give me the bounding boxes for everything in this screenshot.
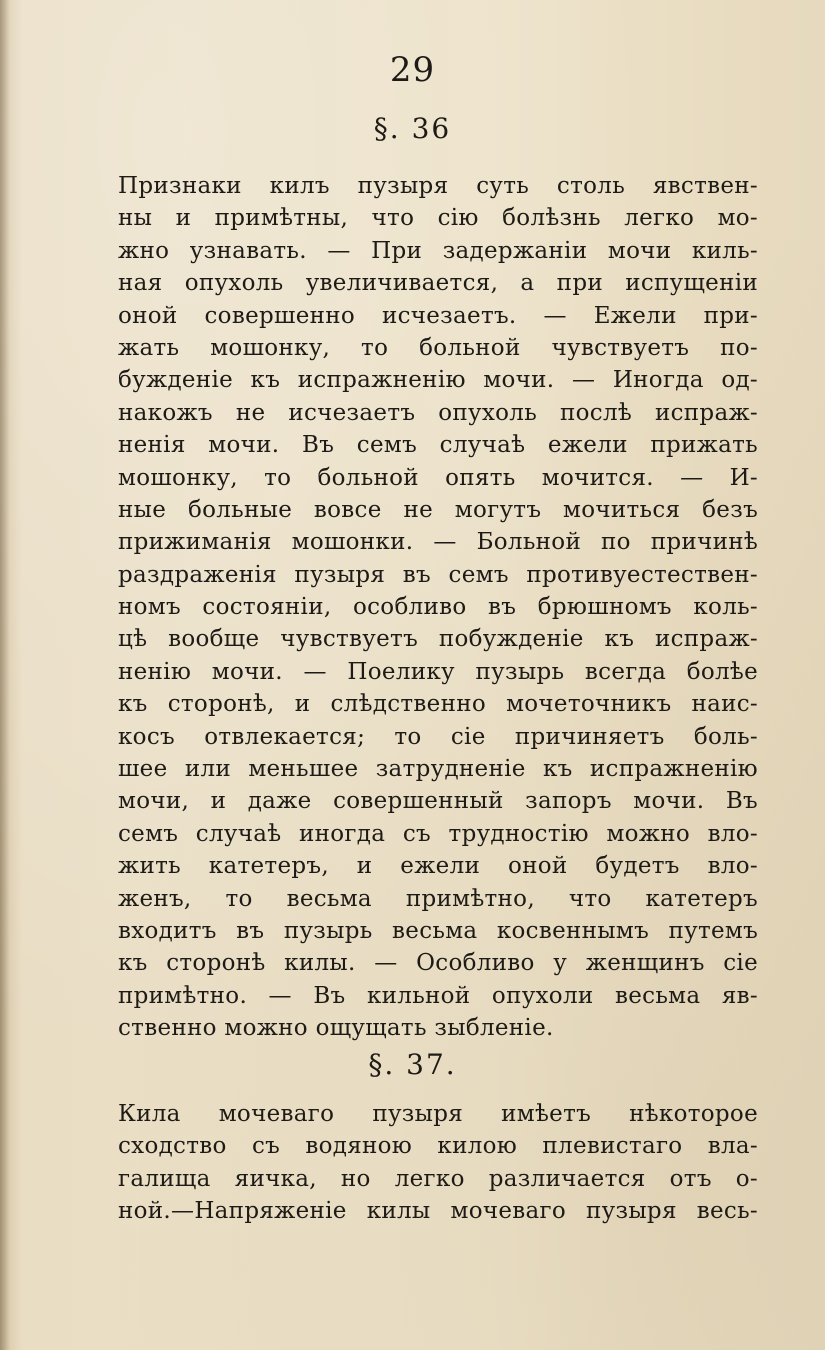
text-line: Кила мочеваго пузыря имѣетъ нѣкоторое [118,1101,758,1127]
text-line: ной.—Напряженіе килы мочеваго пузыря весь- [118,1198,758,1225]
text-line: ненію мочи. — Поелику пузырь всегда болѣе [118,658,758,685]
page-binding-shadow [0,0,10,1350]
section-heading-36: §. 36 [373,112,452,145]
text-line: ны и примѣтны, что сію болѣзнь легко мо- [118,205,758,232]
section-heading-37: §. 37. [368,1048,457,1081]
text-line: косъ отвлекается; то сіе причиняетъ боль- [118,723,758,750]
text-line: раздраженія пузыря въ семъ противуестествен- [118,561,758,588]
text-line: бужденіе къ испражненію мочи. — Иногда од- [118,367,758,394]
text-line: жить катетеръ, и ежели оной будетъ вло- [118,853,758,880]
section-37-text [118,1098,758,1228]
text-line: ные больные вовсе не могутъ мочиться безъ [118,496,758,523]
text-line: сходство съ водяною килою плевистаго вла- [118,1133,758,1160]
text-line: къ сторонѣ, и слѣдственно мочеточникъ наис- [118,691,758,718]
text-line: ная опухоль увеличивается, а при испущеніи [118,270,758,297]
section-36-text [118,170,758,1045]
page-number: 29 [389,50,436,90]
text-line: жать мошонку, то больной чувствуетъ по- [118,334,758,361]
text-line: къ сторонѣ килы. — Особливо у женщинъ сіе [118,950,758,977]
text-line: мочи, и даже совершенный запоръ мочи. Въ [118,788,758,815]
text-line: примѣтно. — Въ кильной опухоли весьма яв- [118,982,758,1009]
text-line: семъ случаѣ иногда съ трудностію можно вло- [118,820,758,847]
text-line: Признаки килъ пузыря суть столь явствен- [118,173,758,199]
text-line: мошонку, то больной опять мочится. — И- [118,464,758,491]
text-line: галища яичка, но легко различается отъ о- [118,1165,758,1192]
text-line: накожъ не исчезаетъ опухоль послѣ испраж- [118,399,758,426]
text-line: прижиманія мошонки. — Больной по причинѣ [118,529,758,556]
text-line: номъ состояніи, особливо въ брюшномъ коль- [118,594,758,621]
text-line: входитъ въ пузырь весьма косвеннымъ путемъ [118,917,758,944]
text-line: оной совершенно исчезаетъ. — Ежели при- [118,302,758,329]
text-line: жно узнавать. — При задержаніи мочи киль- [118,237,758,264]
text-line: ненія мочи. Въ семъ случаѣ ежели прижать [118,432,758,459]
text-line: ственно можно ощущать зыбленіе. [118,1015,554,1042]
text-line: цѣ вообще чувствуетъ побужденіе къ испраж- [118,626,758,653]
text-line: шее или меньшее затрудненіе къ испражненію [118,756,758,783]
text-line: женъ, то весьма примѣтно, что катетеръ [118,885,758,912]
